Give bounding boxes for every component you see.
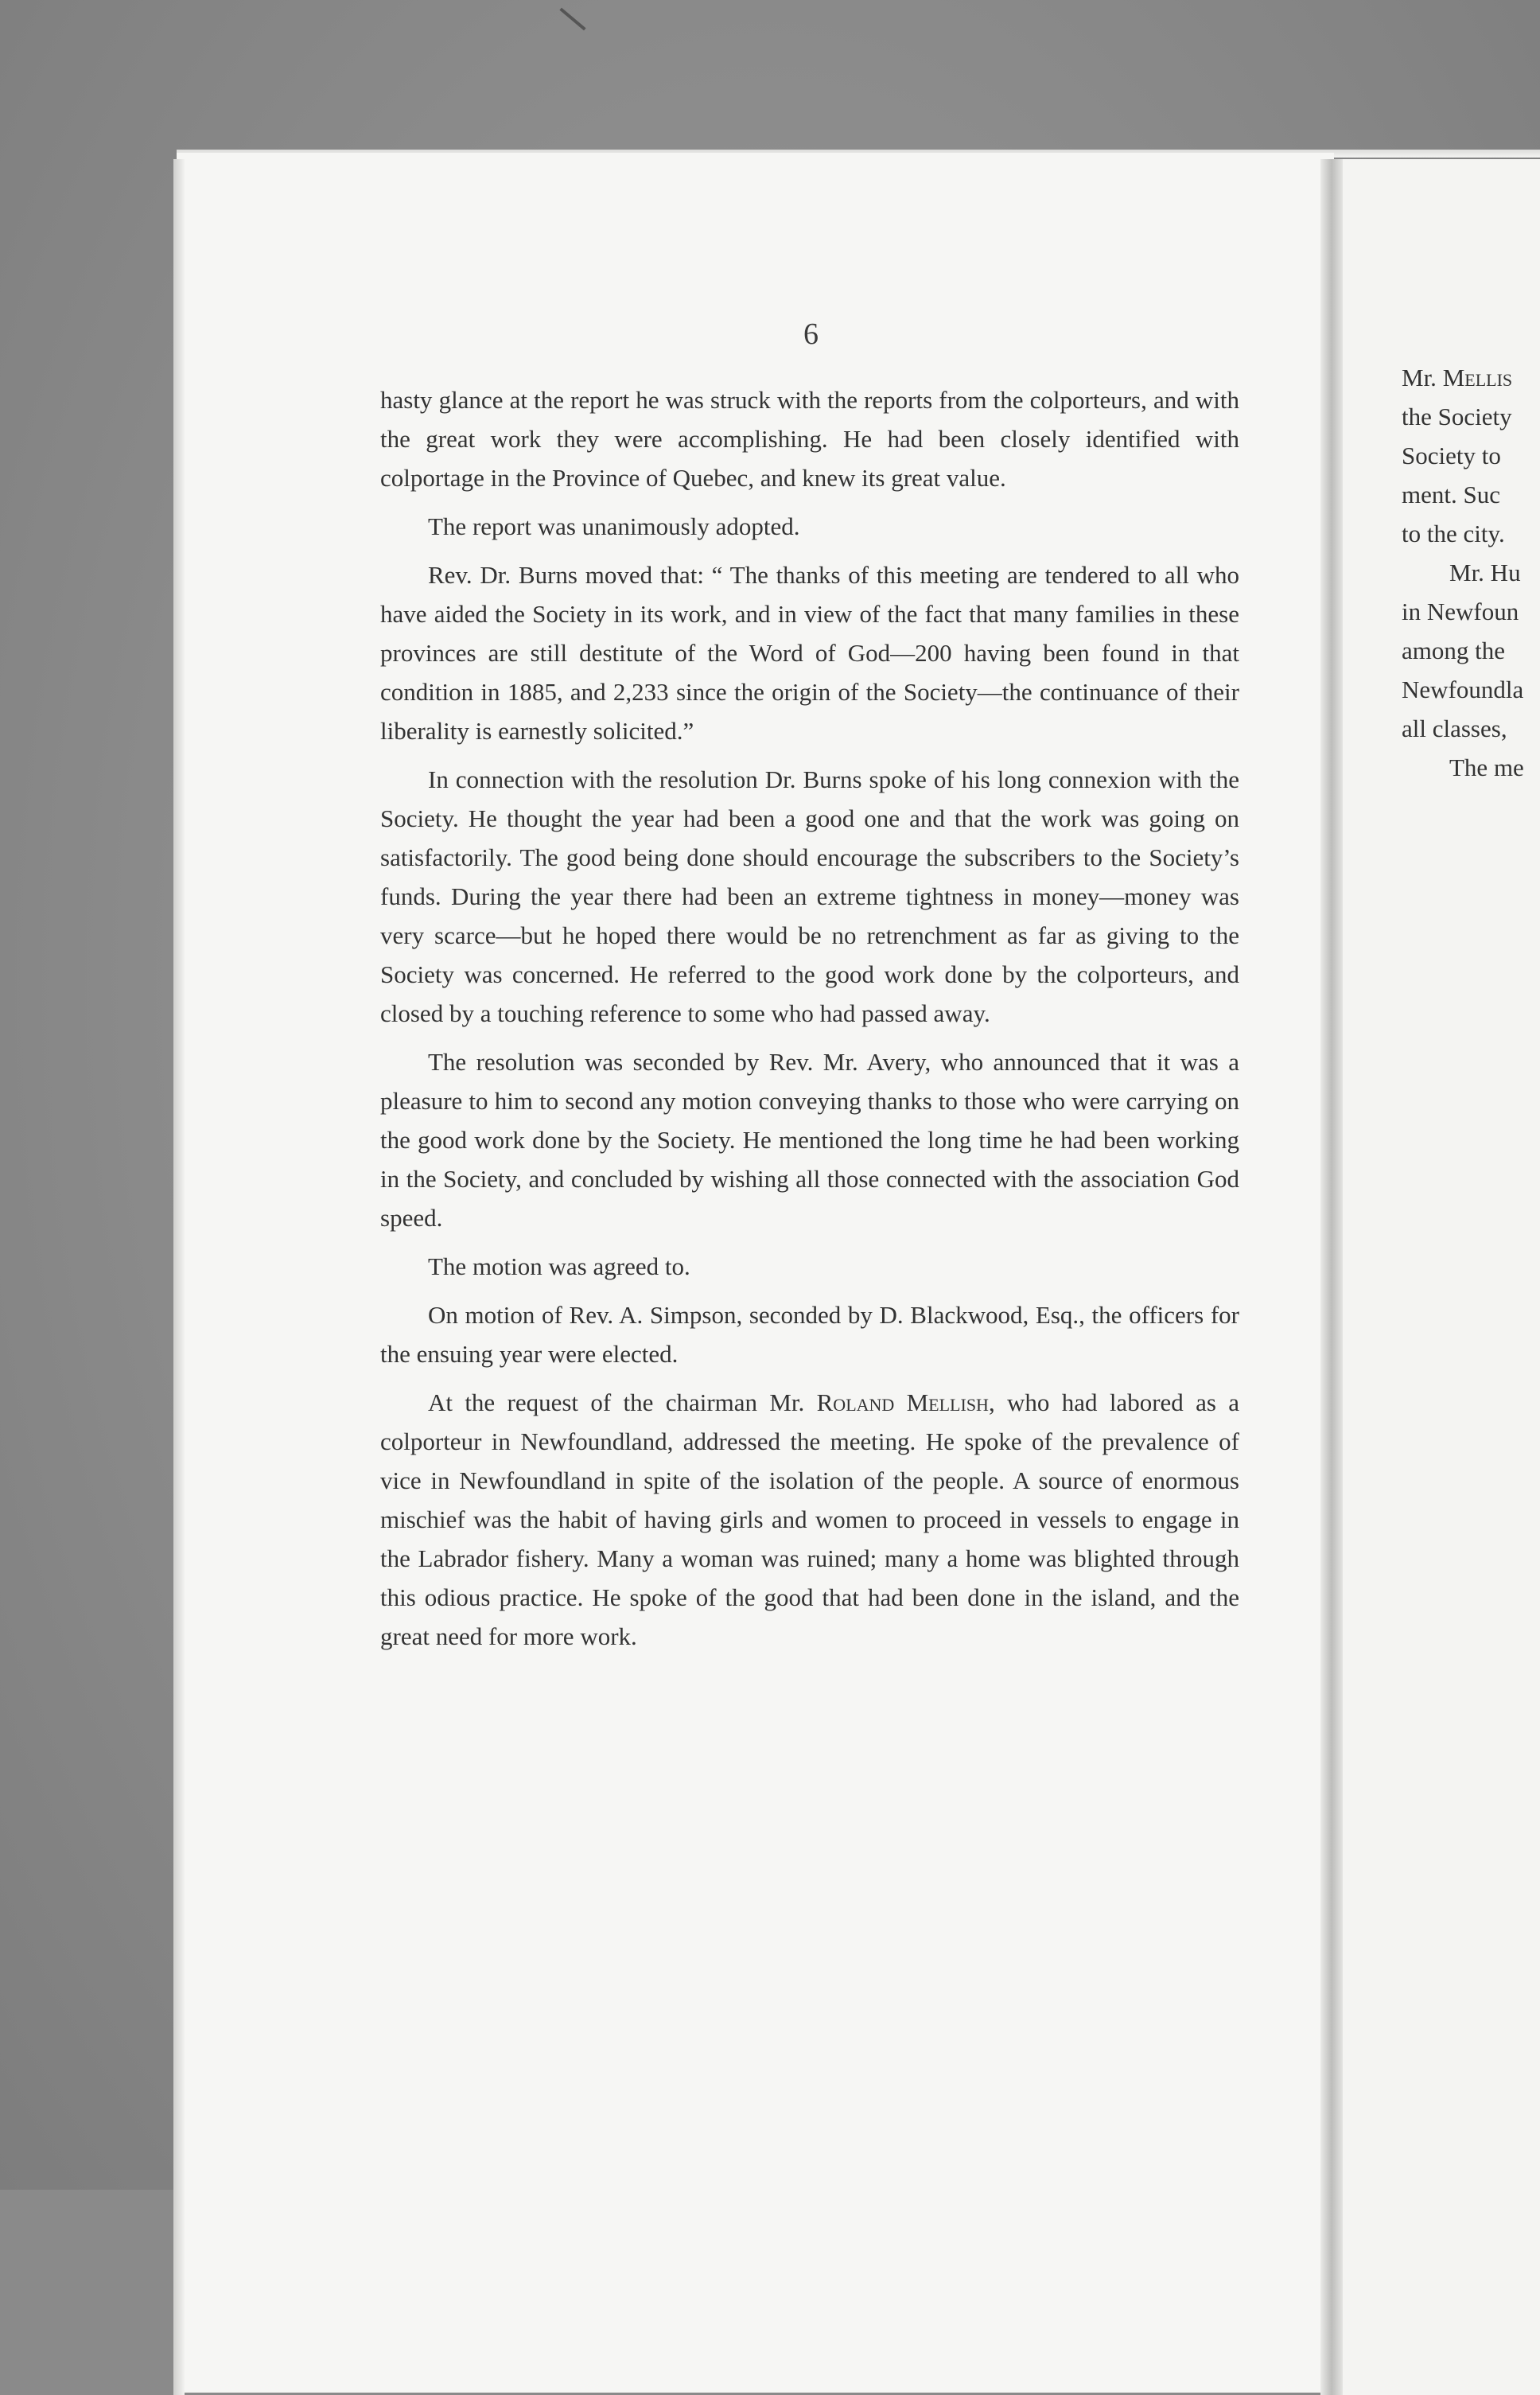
text-line: in Newfoun: [1402, 598, 1519, 625]
paragraph: The report was unanimously adopted.: [428, 512, 800, 540]
paragraph: In connection with the resolution Dr. Burns spoke of his long connexion with the Society. He thought the year had been a good one and that the work was going on satisfactorily. The good being done should encourage the subscribers to the Society’s funds. During the year there had been an extreme tightness in money—money was very scarce—but he hoped there would be no retrenchment as far as giving to the Society was concerned. He referred to the good work done by the colporteurs, and closed by a touching reference to some who had passed away.: [380, 765, 1239, 1027]
paragraph-text: , who had labored as a colporteur in Newfoundland, addressed the meeting. He spoke of the prevalence of vice in Newfoundland in spite of the isolation of the people. A source of enormous mischief was the habit of having girls and women to proceed in vessels to engage in the Labrador fishery. Many a woman was ruined; many a home was blighted through this odious practice. He spoke of the good that had been done in the island, and the great need for more work.: [380, 1388, 1240, 1650]
text-line: Society to: [1402, 442, 1501, 469]
text-line: Mr. Hu: [1449, 559, 1521, 586]
person-name: Roland Mellish: [816, 1388, 989, 1416]
paragraph: hasty glance at the report he was struck with the reports from the colporteurs, and with the great work they were accomplishing. He had been closely identified with colportage in the Province of Quebec, and knew its great value.: [380, 386, 1239, 492]
text-line: ment. Suc: [1402, 481, 1500, 508]
paragraph: The motion was agreed to.: [428, 1252, 690, 1280]
text-line: the Society: [1402, 403, 1512, 430]
text-line: among the: [1402, 637, 1505, 664]
paragraph: [380, 1383, 1239, 1656]
left-page-text: [380, 380, 1239, 1665]
left-page-edge: [173, 159, 185, 2395]
text-line: Newfoundla: [1402, 676, 1524, 703]
paragraph: The resolution was seconded by Rev. Mr. Avery, who announced that it was a pleasure to him to second any motion conveying thanks to those who were carrying on the good work done by the Society. He mentioned the long time he had been working in the Society, and concluded by wishing all those connected with the association God speed.: [380, 1048, 1239, 1232]
text-line: to the city.: [1402, 520, 1505, 547]
name-fragment: Mellis: [1442, 364, 1513, 391]
paragraph: Rev. Dr. Burns moved that: “ The thanks of this meeting are tendered to all who have aided the Society in its work, and in view of the fact that many families in these provinces are still destitute of the Word of God—200 having been found in that condition in 1885, and 2,233 since the origin of the Society—the continuance of their liberality is earnestly solicited.”: [380, 561, 1239, 745]
paragraph-text: At the request of the chairman Mr.: [428, 1388, 817, 1416]
book-spine: [1320, 159, 1343, 2395]
text-line: The me: [1449, 754, 1524, 781]
paragraph: On motion of Rev. A. Simpson, seconded by D. Blackwood, Esq., the officers for the ensuing year were elected.: [380, 1301, 1239, 1368]
page-number: 6: [803, 317, 819, 351]
right-page-text: [1402, 358, 1540, 787]
text-line: Mr. Mellis: [1402, 364, 1513, 391]
text-line: all classes,: [1402, 715, 1507, 742]
